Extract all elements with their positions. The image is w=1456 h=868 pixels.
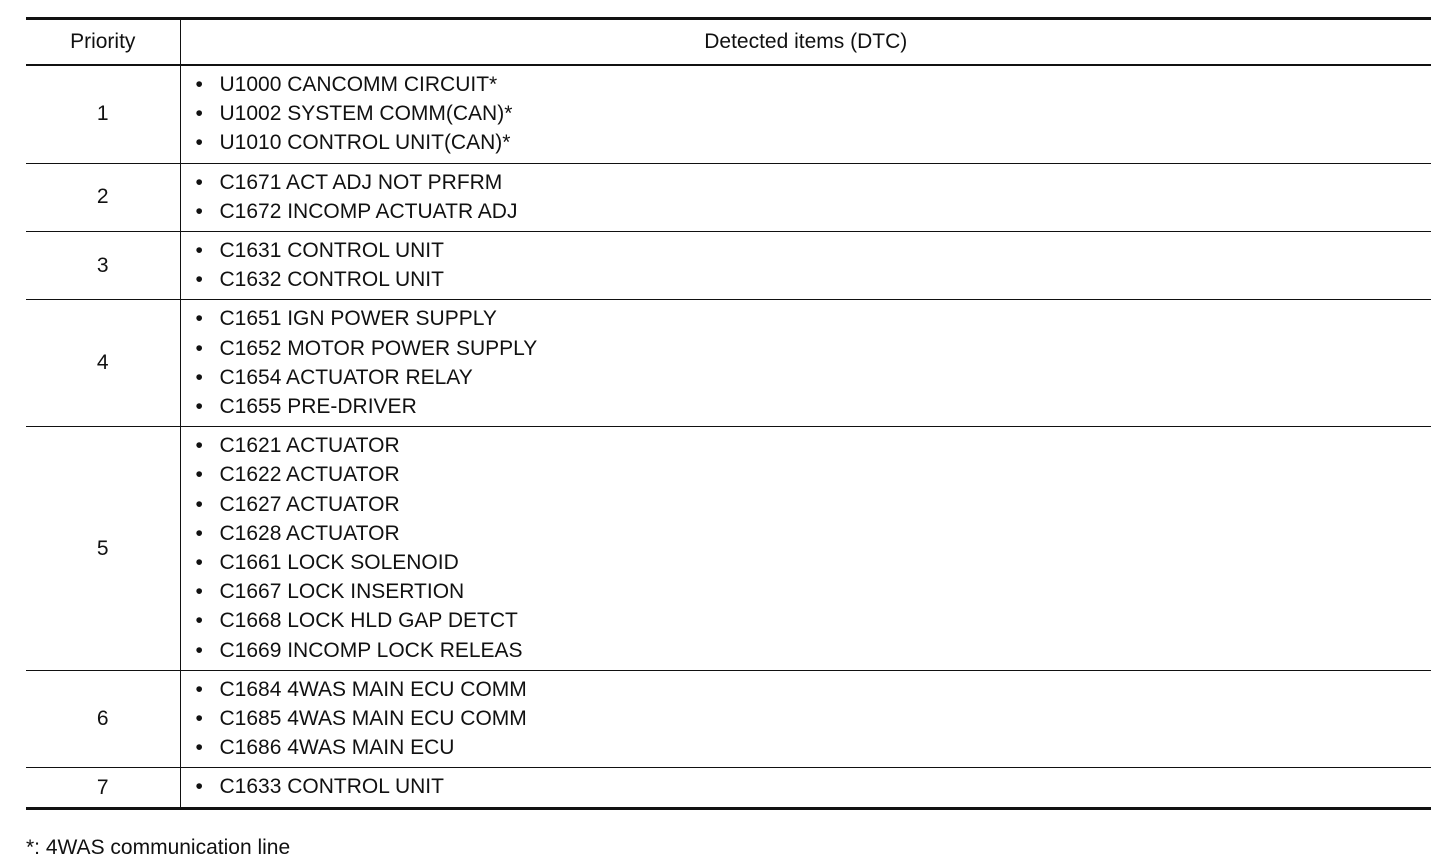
table-row (26, 163, 1431, 231)
dtc-list (181, 164, 1432, 231)
dtc-item-label: U1002 SYSTEM COMM(CAN)* (219, 102, 513, 126)
list-item (196, 236, 1432, 265)
dtc-list (181, 300, 1432, 426)
detected-items-cell (180, 427, 1431, 671)
detected-items-cell (180, 670, 1431, 768)
list-item (196, 392, 1432, 421)
list-item (196, 265, 1432, 294)
bullet-icon: • (195, 73, 203, 96)
bullet-icon: • (195, 102, 203, 126)
dtc-item-label: C1654 ACTUATOR RELAY (219, 365, 473, 389)
list-item (196, 70, 1432, 99)
dtc-item-label: C1669 INCOMP LOCK RELEAS (219, 638, 523, 662)
list-item (196, 431, 1432, 460)
dtc-item-label: C1667 LOCK INSERTION (219, 580, 465, 604)
bullet-icon: • (195, 434, 203, 458)
table-row (26, 427, 1431, 671)
table-body (26, 65, 1431, 808)
dtc-item-label: C1684 4WAS MAIN ECU COMM (219, 677, 527, 701)
list-item (196, 99, 1432, 128)
priority-cell: 2 (26, 163, 180, 231)
dtc-item-label: C1632 CONTROL UNIT (219, 268, 444, 292)
bullet-icon: • (195, 268, 203, 292)
dtc-item-label: C1627 ACTUATOR (219, 492, 400, 516)
bullet-icon: • (195, 736, 203, 760)
bullet-icon: • (195, 131, 203, 155)
bullet-icon: • (195, 521, 203, 545)
table-row (26, 670, 1431, 768)
bullet-icon: • (195, 395, 203, 419)
dtc-item-label: C1668 LOCK HLD GAP DETCT (219, 609, 518, 633)
list-item (196, 606, 1432, 635)
dtc-item-label: C1631 CONTROL UNIT (219, 239, 444, 263)
detected-items-cell (180, 232, 1431, 300)
priority-cell: 3 (26, 232, 180, 300)
list-item (196, 197, 1432, 226)
list-item (196, 548, 1432, 577)
list-item (196, 577, 1432, 606)
detected-items-cell (180, 768, 1431, 808)
dtc-item-label: C1633 CONTROL UNIT (219, 775, 444, 799)
dtc-priority-table (26, 17, 1431, 810)
list-item (196, 772, 1432, 801)
dtc-item-label: C1685 4WAS MAIN ECU COMM (219, 707, 527, 731)
priority-cell: 7 (26, 768, 180, 808)
list-item (196, 460, 1432, 489)
dtc-list (181, 66, 1432, 163)
bullet-icon: • (195, 551, 203, 575)
list-item (196, 128, 1432, 157)
list-item (196, 636, 1432, 665)
header-detected-items: Detected items (DTC) (180, 19, 1431, 66)
detected-items-cell (180, 163, 1431, 231)
bullet-icon: • (195, 677, 203, 701)
priority-cell: 5 (26, 427, 180, 671)
dtc-item-label: C1621 ACTUATOR (219, 434, 400, 458)
list-item (196, 675, 1432, 704)
bullet-icon: • (195, 492, 203, 516)
detected-items-cell (180, 65, 1431, 163)
dtc-item-label: C1671 ACT ADJ NOT PRFRM (219, 170, 503, 194)
list-item (196, 704, 1432, 733)
dtc-item-label: C1661 LOCK SOLENOID (219, 551, 459, 575)
bullet-icon: • (195, 307, 203, 331)
header-priority: Priority (26, 19, 180, 66)
dtc-item-label: C1686 4WAS MAIN ECU (219, 736, 455, 760)
dtc-item-label: C1628 ACTUATOR (219, 521, 400, 545)
dtc-item-label: C1651 IGN POWER SUPPLY (219, 307, 497, 331)
dtc-item-label: C1672 INCOMP ACTUATR ADJ (219, 199, 518, 223)
dtc-list (181, 232, 1432, 299)
header-row (26, 19, 1431, 66)
dtc-list (181, 427, 1432, 670)
table-row (26, 768, 1431, 808)
bullet-icon: • (195, 609, 203, 633)
bullet-icon: • (195, 775, 203, 799)
dtc-list (181, 768, 1432, 806)
bullet-icon: • (195, 239, 203, 263)
bullet-icon: • (195, 463, 203, 487)
list-item (196, 168, 1432, 197)
detected-items-cell (180, 300, 1431, 427)
bullet-icon: • (195, 199, 203, 223)
list-item (196, 334, 1432, 363)
bullet-icon: • (195, 365, 203, 389)
bullet-icon: • (195, 336, 203, 360)
bullet-icon: • (195, 170, 203, 194)
dtc-list (181, 671, 1432, 768)
bullet-icon: • (195, 638, 203, 662)
table-row (26, 65, 1431, 163)
priority-cell: 6 (26, 670, 180, 768)
dtc-item-label: U1000 CANCOMM CIRCUIT* (219, 73, 498, 96)
dtc-item-label: C1622 ACTUATOR (219, 463, 400, 487)
dtc-item-label: C1655 PRE-DRIVER (219, 395, 417, 419)
list-item (196, 519, 1432, 548)
list-item (196, 733, 1432, 762)
bullet-icon: • (195, 580, 203, 604)
list-item (196, 490, 1432, 519)
table-row (26, 300, 1431, 427)
priority-cell: 1 (26, 65, 180, 163)
table-row (26, 232, 1431, 300)
dtc-item-label: U1010 CONTROL UNIT(CAN)* (219, 131, 511, 155)
list-item (196, 304, 1432, 333)
priority-cell: 4 (26, 300, 180, 427)
dtc-item-label: C1652 MOTOR POWER SUPPLY (219, 336, 538, 360)
footnote: *: 4WAS communication line (26, 836, 291, 859)
list-item (196, 363, 1432, 392)
bullet-icon: • (195, 707, 203, 731)
